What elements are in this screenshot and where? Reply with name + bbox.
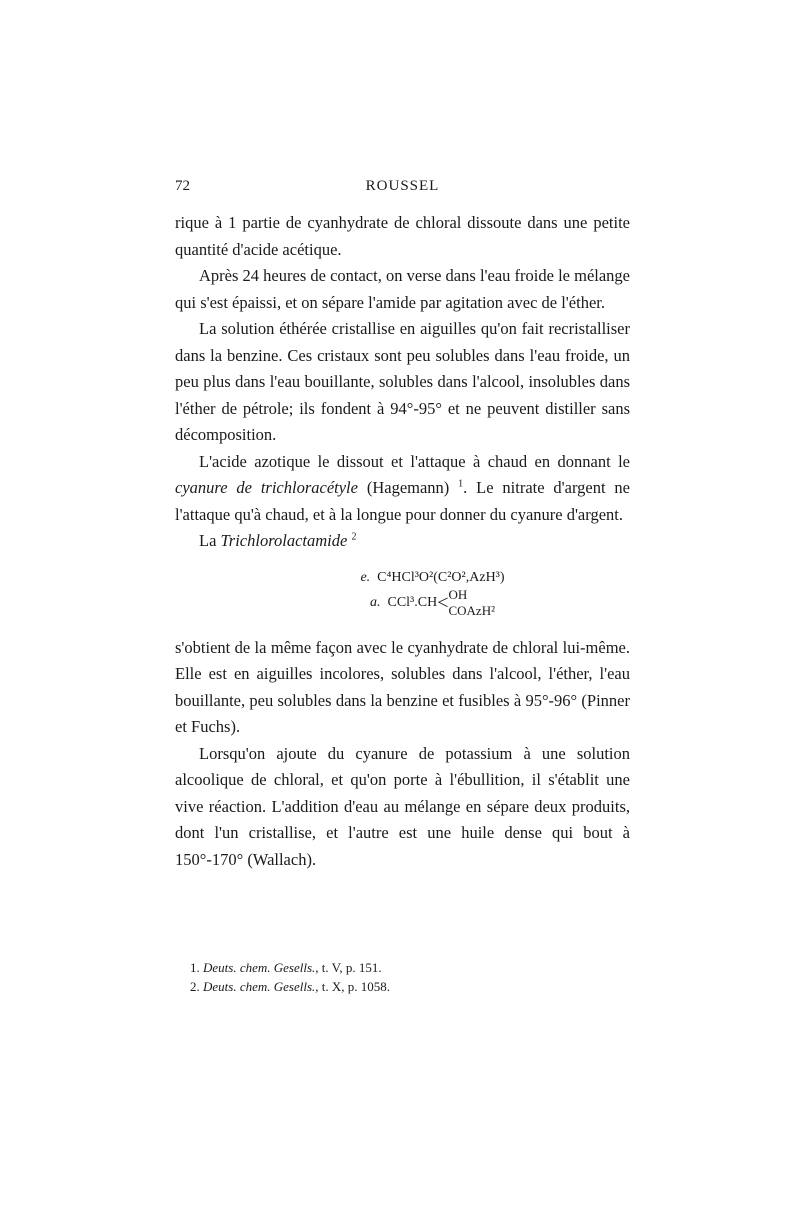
footnote-1-source: Deuts. chem. Gesells. [203, 960, 316, 975]
formula-e: C⁴HCl³O²(C²O²,AzH³) [377, 569, 505, 585]
footnote-2-num: 2. [190, 979, 200, 994]
formula-a-label: a. [369, 594, 381, 610]
running-title: ROUSSEL [365, 178, 440, 194]
footnote-ref-1: 1 [458, 478, 464, 490]
formula-equivalent [235, 569, 630, 587]
branch-symbol: < [437, 591, 449, 614]
footnote-2-ref: , t. X, p. 1058. [315, 979, 391, 994]
paragraph-2: Après 24 heures de contact, on verse dans l'eau froide le mélange qui s'est épaissi, et on sépare l'amide par agitation avec de l'éther. [175, 266, 630, 312]
paragraph-4-end: . Le nitrate d'argent ne l'attaque qu'à chaud, et à la longue pour donner du cyanure d'argent. [175, 478, 630, 524]
formula-branch [448, 587, 495, 619]
running-head [175, 178, 630, 198]
paragraph-5-italic: Trichlorolactamide [220, 531, 348, 550]
paragraph-3: La solution éthérée cristallise en aiguilles qu'on fait recristalliser dans la benzine. Ces cristaux sont peu solubles dans l'eau froide, un peu plus dans l'eau bouillante, solubles dans l'alcool, insolubles dans l'éther de pétrole; ils fondent à 94°-95° et ne peuvent distiller sans décomposition. [175, 319, 630, 444]
footnote-ref-2: 2 [351, 531, 357, 543]
paragraph-5-start: La [199, 531, 221, 550]
paragraph-4-start: L'acide azotique le dissout et l'attaque à chaud en donnant le [199, 451, 630, 471]
formula-atomic [235, 587, 630, 619]
footnote-1 [190, 958, 630, 977]
formula-a-bottom: COAzH² [448, 602, 495, 618]
footnote-2-source: Deuts. chem. Gesells. [203, 979, 316, 994]
footnote-1-num: 1. [190, 960, 200, 975]
footnote-1-ref: , t. V, p. 151. [315, 960, 382, 975]
paragraph-4-italic: cyanure de trichloracétyle [175, 478, 358, 497]
page-number: 72 [175, 178, 190, 194]
paragraph-7: Lorsqu'on ajoute du cyanure de potassium à une solution alcoolique de chloral, et qu'on porte à l'ébullition, il s'établit une vive réaction. L'addition d'eau au mélange en sépare deux produits, dont l'un cristallise, et l'autre est une huile dense qui bout à 150°-170° (Wallach). [175, 743, 630, 869]
paragraph-1: rique à 1 partie de cyanhydrate de chloral dissoute dans une petite quantité d'acide acétique. [175, 213, 630, 259]
body-text [175, 210, 630, 873]
paragraph-4-mid: (Hagemann) [357, 478, 459, 497]
formula-e-label: e. [360, 569, 371, 585]
paragraph-4 [175, 449, 630, 529]
chemical-formula [235, 569, 630, 619]
formula-a-base: CCl³.CH [387, 594, 438, 610]
paragraph-5 [175, 528, 630, 555]
footnote-2 [190, 977, 630, 996]
paragraph-6: s'obtient de la même façon avec le cyanhydrate de chloral lui-même. Elle est en aiguilles incolores, solubles dans l'alcool, l'éther, l'eau bouillante, peu solubles dans la benzine et fusibles à 95°-96° (Pinner et Fuchs). [175, 637, 630, 736]
formula-a-top: OH [448, 586, 468, 602]
footnotes [190, 958, 630, 996]
